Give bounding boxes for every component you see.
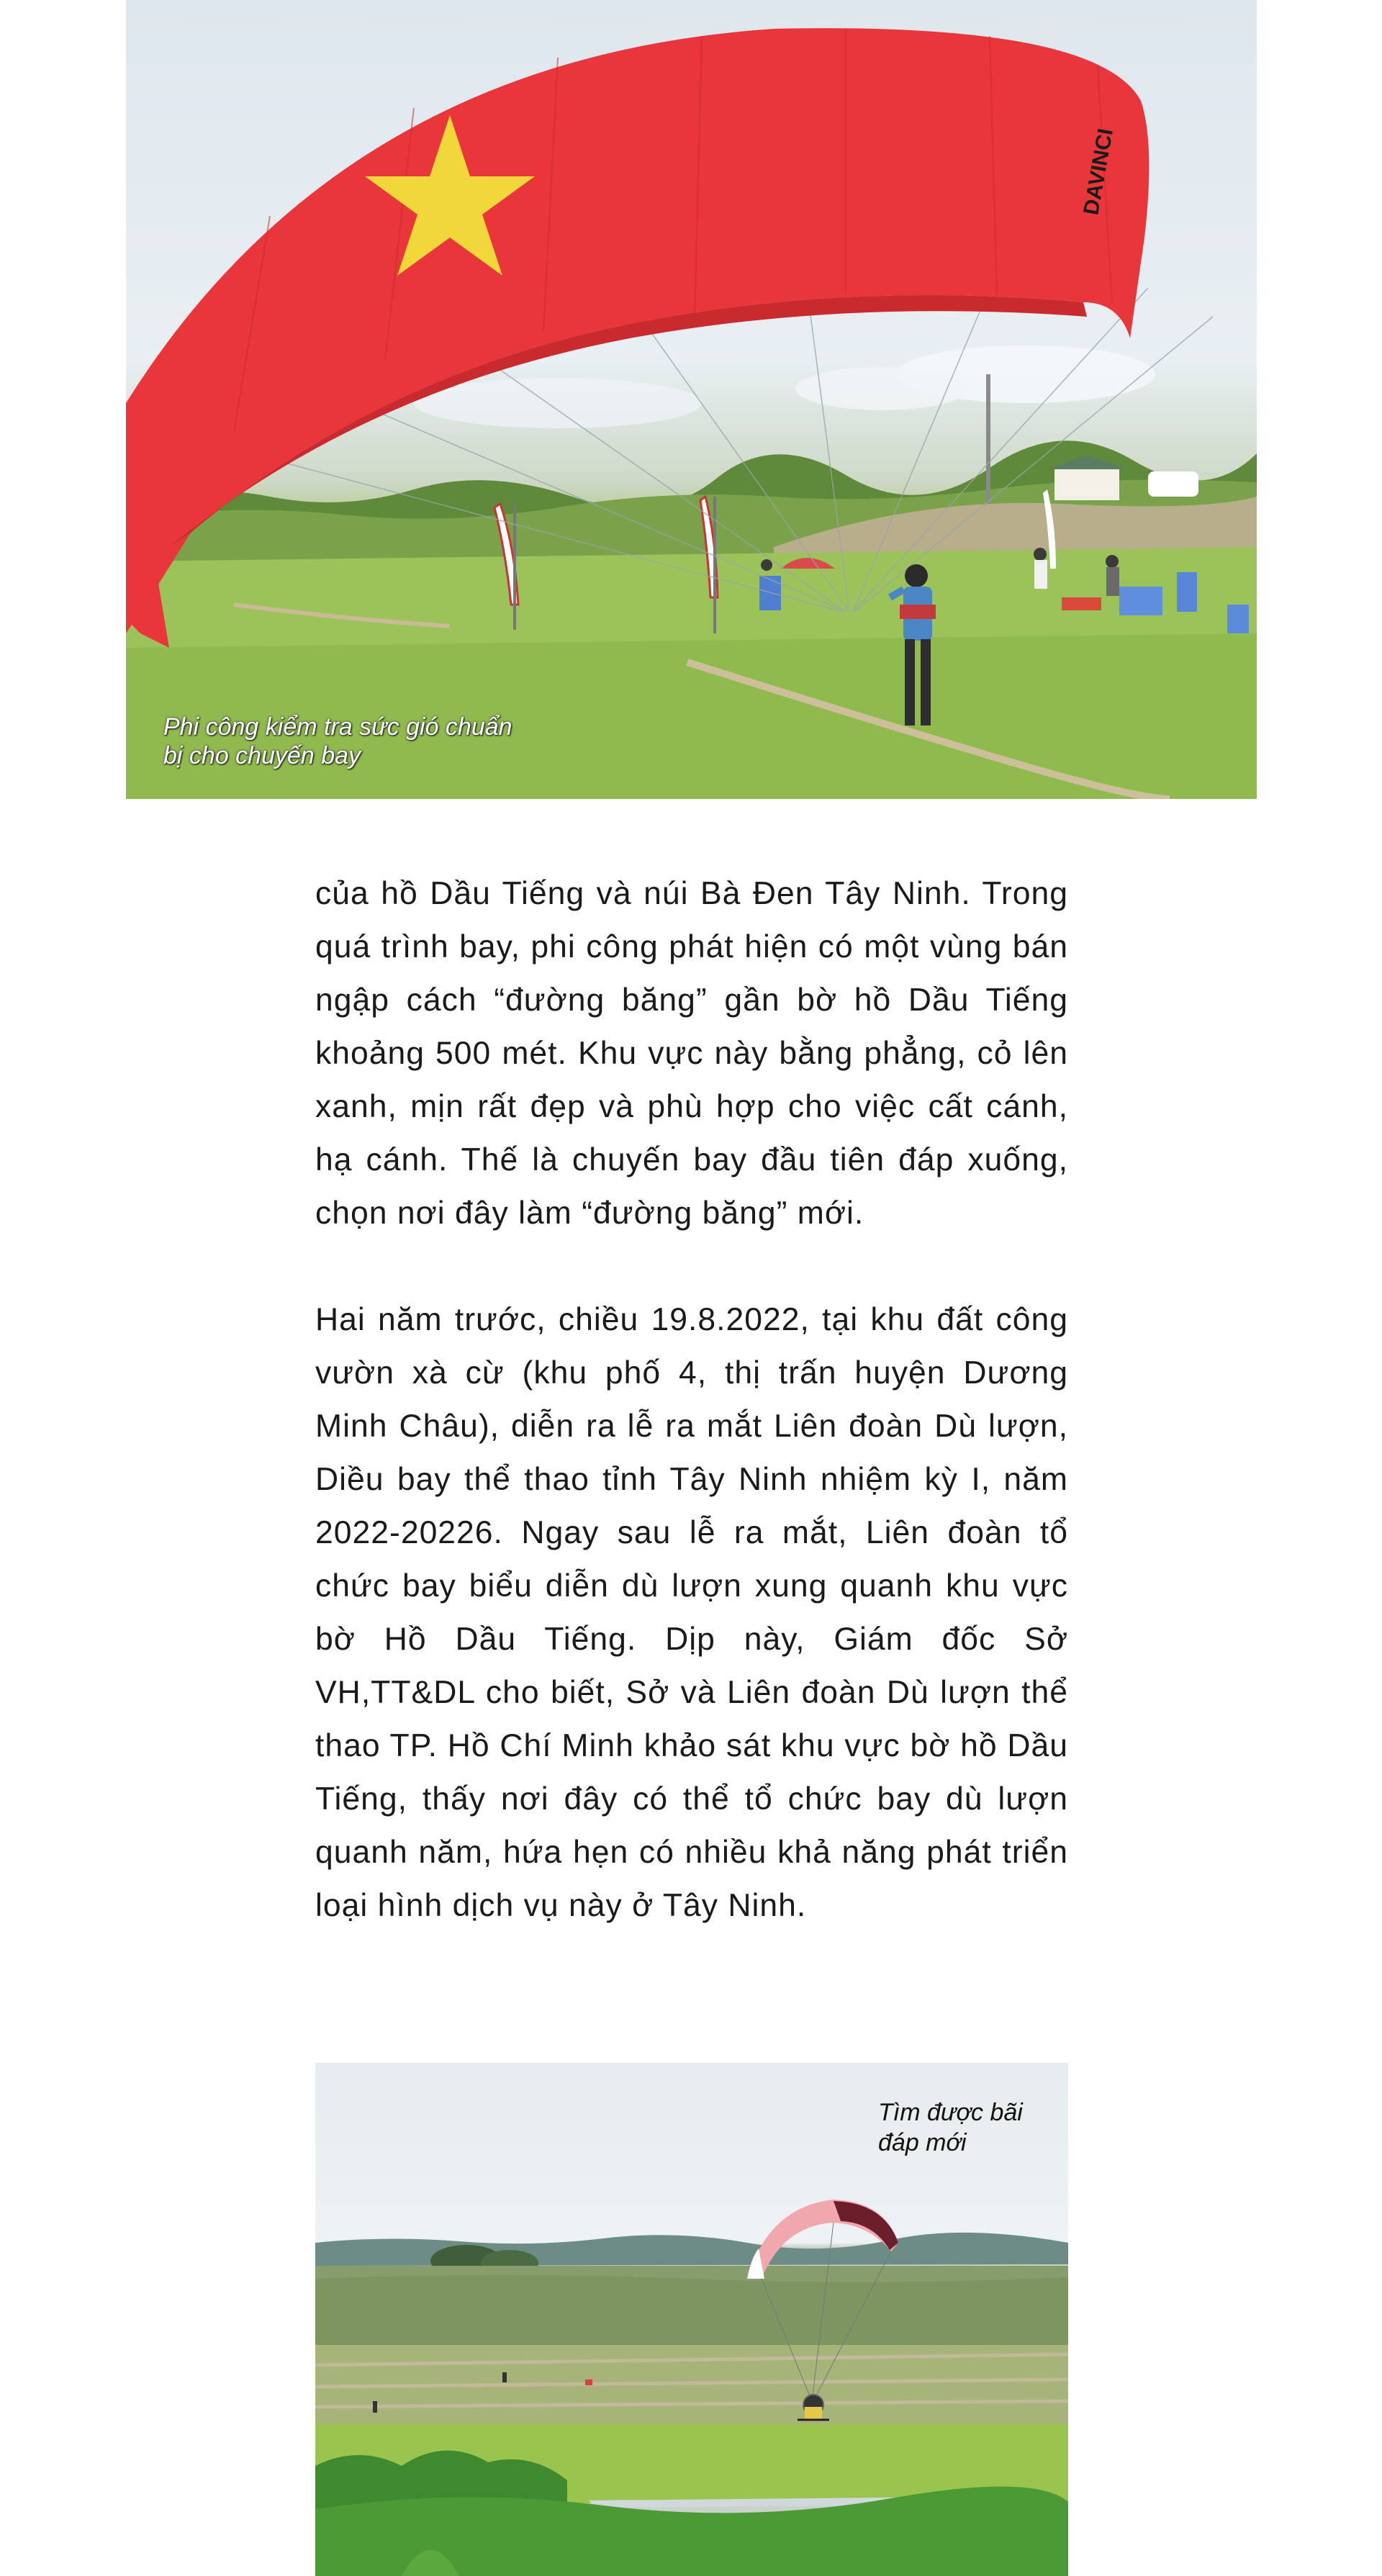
- article-body: [315, 867, 1068, 1933]
- article-paragraph-1: của hồ Dầu Tiếng và núi Bà Đen Tây Ninh. Trong quá trình bay, phi công phát hiện có một vùng bán ngập cách “đường băng” gần bờ hồ Dầu Tiếng khoảng 500 mét. Khu vực này bằng phẳng, cỏ lên xanh, mịn rất đẹp và phù hợp cho việc cất cánh, hạ cánh. Thế là chuyến bay đầu tiên đáp xuống, chọn nơi đây làm “đường băng” mới.: [315, 876, 1068, 1231]
- hero-photo: [126, 0, 1257, 799]
- second-photo: [315, 2063, 1068, 2576]
- hero-photo-caption: Phi công kiểm tra sức gió chuẩn bị cho chuyến bay: [163, 713, 512, 769]
- paraglider-launch-illustration: [126, 0, 1257, 799]
- second-photo-caption: Tìm được bãi đáp mới: [878, 2099, 1023, 2156]
- wing-brand-label: DAVINCI: [1079, 127, 1118, 217]
- article-paragraph-2: Hai năm trước, chiều 19.8.2022, tại khu đất công vườn xà cừ (khu phố 4, thị trấn huyện Dương Minh Châu), diễn ra lễ ra mắt Liên đoàn Dù lượn, Diều bay thể thao tỉnh Tây Ninh nhiệm kỳ I, năm 2022-20226. Ngay sau lễ ra mắt, Liên đoàn tổ chức bay biểu diễn dù lượn xung quanh khu vực bờ Hồ Dầu Tiếng. Dịp này, Giám đốc Sở VH,TT&DL cho biết, Sở và Liên đoàn Dù lượn thể thao TP. Hồ Chí Minh khảo sát khu vực bờ hồ Dầu Tiếng, thấy nơi đây có thể tổ chức bay dù lượn quanh năm, hứa hẹn có nhiều khả năng phát triển loại hình dịch vụ này ở Tây Ninh.: [315, 1302, 1068, 1923]
